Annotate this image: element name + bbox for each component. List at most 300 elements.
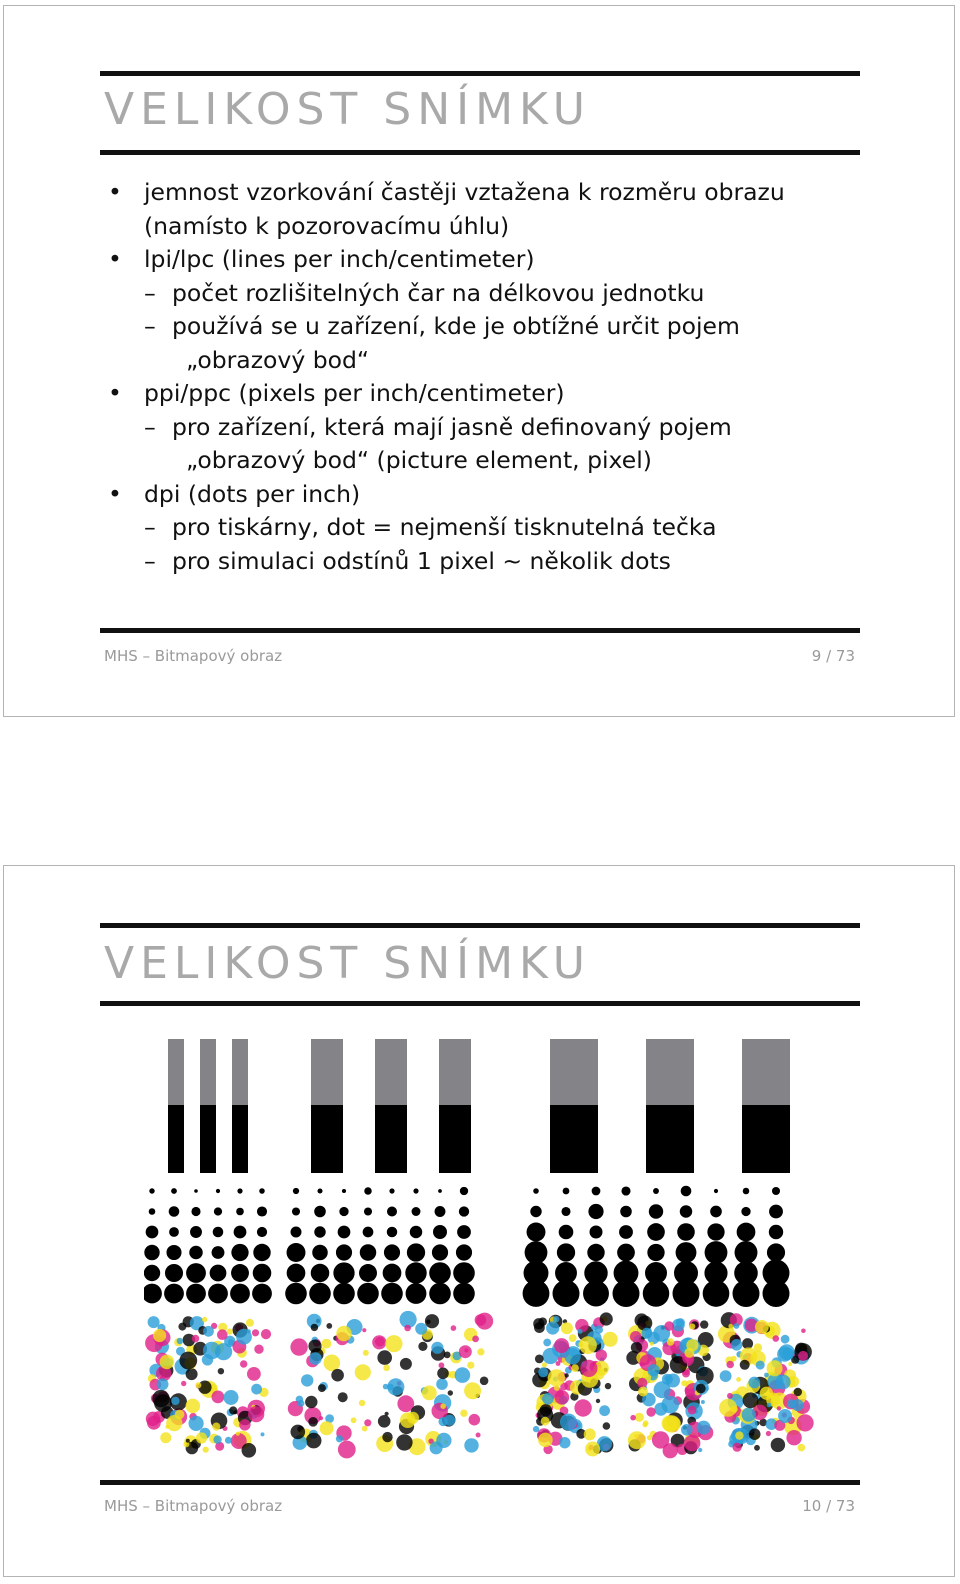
- sub-bullet-continuation: „obrazový bod“ (picture element, pixel): [186, 446, 652, 474]
- halftone-dot: [312, 1245, 328, 1261]
- page-number: 10 / 73: [802, 1497, 855, 1515]
- color-halftone-dot: [396, 1434, 412, 1450]
- halftone-dot: [619, 1225, 633, 1239]
- gray-bar-segment: [550, 1039, 598, 1105]
- gray-bar-segment: [375, 1039, 407, 1105]
- halftone-dot: [456, 1244, 472, 1260]
- halftone-dot: [583, 1281, 609, 1307]
- color-halftone-dot: [186, 1368, 198, 1380]
- halftone-dot: [259, 1188, 265, 1194]
- gray-bar-segment: [200, 1039, 216, 1105]
- halftone-dot: [166, 1245, 181, 1260]
- color-halftone-dot: [248, 1406, 264, 1422]
- halftone-dot: [680, 1205, 692, 1217]
- color-halftone-dot: [460, 1410, 467, 1417]
- color-halftone-dot: [684, 1348, 694, 1358]
- color-halftone-dot: [404, 1325, 411, 1332]
- color-halftone-dot: [666, 1374, 680, 1388]
- color-halftone-dot: [647, 1364, 659, 1376]
- halftone-dot: [169, 1206, 180, 1217]
- color-halftone-dot: [559, 1437, 570, 1448]
- color-halftone-dot: [630, 1331, 641, 1342]
- color-halftone-dot: [422, 1386, 437, 1401]
- halftone-dot: [186, 1263, 206, 1283]
- halftone-dot: [410, 1226, 423, 1239]
- color-halftone-dot: [203, 1326, 214, 1337]
- color-halftone-dot: [320, 1421, 334, 1435]
- halftone-dot: [533, 1188, 539, 1194]
- gray-bar-segment: [646, 1039, 694, 1105]
- color-halftone-dot: [154, 1394, 172, 1412]
- color-halftone-dot: [631, 1342, 642, 1353]
- color-halftone-dot: [561, 1322, 573, 1334]
- color-halftone-dot: [261, 1432, 265, 1436]
- color-halftone-dot: [309, 1352, 322, 1365]
- color-halftone-dot: [596, 1350, 607, 1361]
- halftone-dot: [735, 1241, 758, 1264]
- color-halftone-dot: [742, 1408, 756, 1422]
- slide-title: VELIKOST SNÍMKU: [104, 938, 591, 989]
- color-halftone-dot: [227, 1329, 233, 1335]
- color-halftone-dot: [383, 1365, 390, 1372]
- color-halftone-dot: [767, 1360, 783, 1376]
- halftone-dot: [231, 1264, 249, 1282]
- color-halftone-dot: [444, 1352, 451, 1359]
- color-halftone-dot: [189, 1416, 204, 1431]
- halftone-dot: [741, 1207, 750, 1216]
- halftone-dot: [438, 1189, 442, 1193]
- halftone-dot: [407, 1243, 425, 1261]
- color-halftone-dot: [431, 1342, 443, 1354]
- gray-bar-segment: [439, 1039, 471, 1105]
- color-halftone-dot: [186, 1399, 201, 1414]
- footer-rule: [100, 1480, 860, 1485]
- color-halftone-dot: [788, 1362, 792, 1366]
- top-rule: [100, 923, 860, 928]
- color-halftone-dot: [195, 1382, 201, 1388]
- color-halftone-dot: [574, 1399, 591, 1416]
- halftone-dot: [677, 1223, 695, 1241]
- halftone-dot: [257, 1206, 267, 1216]
- color-halftone-dot: [179, 1352, 197, 1370]
- halftone-dot: [210, 1265, 227, 1282]
- color-halftone-dot: [635, 1413, 644, 1422]
- color-halftone-dot: [213, 1435, 221, 1443]
- halftone-dot: [214, 1207, 222, 1215]
- color-halftone-dot: [664, 1321, 674, 1331]
- color-halftone-dot: [472, 1336, 479, 1343]
- color-halftone-dot: [735, 1431, 743, 1439]
- color-halftone-dot: [555, 1390, 570, 1405]
- halftone-dot: [252, 1284, 272, 1304]
- halftone-dot: [703, 1280, 730, 1307]
- color-halftone-dot: [324, 1355, 341, 1372]
- halftone-dot: [405, 1262, 426, 1283]
- color-halftone-dot: [147, 1416, 161, 1430]
- sub-bullet-item: – pro tiskárny, dot = nejmenší tisknutelná tečka: [104, 511, 864, 545]
- color-halftone-dot: [755, 1320, 769, 1334]
- color-halftone-dot: [372, 1335, 386, 1349]
- color-halftone-dot: [731, 1406, 738, 1413]
- halftone-dot: [559, 1225, 574, 1240]
- halftone-dot: [213, 1227, 224, 1238]
- gray-bar-segment: [311, 1039, 343, 1105]
- color-halftone-dot: [418, 1342, 427, 1351]
- color-halftone-dot: [698, 1448, 702, 1452]
- black-bar-segment: [550, 1105, 598, 1173]
- halftone-dot: [459, 1206, 469, 1216]
- halftone-dot: [257, 1227, 267, 1237]
- color-halftone-dot: [322, 1339, 332, 1349]
- color-halftone-dot: [385, 1412, 389, 1416]
- halftone-dot: [733, 1280, 760, 1307]
- color-halftone-dot: [186, 1439, 190, 1443]
- color-halftone-dot: [291, 1425, 306, 1440]
- halftone-dot: [647, 1244, 664, 1261]
- color-halftone-dot: [700, 1320, 708, 1328]
- color-halftone-dot: [564, 1373, 568, 1377]
- color-halftone-dot: [153, 1329, 166, 1342]
- color-halftone-dot: [459, 1345, 472, 1358]
- color-halftone-dot: [306, 1433, 322, 1449]
- halftone-dot: [681, 1186, 692, 1197]
- color-halftone-dot: [385, 1335, 402, 1352]
- black-bar-segment: [375, 1105, 407, 1173]
- color-halftone-dot: [776, 1375, 791, 1390]
- halftone-dot: [253, 1264, 272, 1283]
- color-halftone-dot: [436, 1378, 448, 1390]
- color-halftone-dot: [171, 1397, 179, 1405]
- color-halftone-dot: [464, 1382, 481, 1399]
- color-halftone-dot: [252, 1329, 259, 1336]
- color-halftone-dot: [605, 1383, 611, 1389]
- color-halftone-dot: [448, 1390, 453, 1395]
- color-halftone-dot: [246, 1319, 254, 1327]
- color-halftone-dot: [697, 1421, 711, 1435]
- footer-title: MHS – Bitmapový obraz: [104, 647, 283, 665]
- gray-bar-segment: [742, 1039, 790, 1105]
- color-halftone-dot: [667, 1338, 674, 1345]
- color-halftone-dot: [233, 1410, 237, 1414]
- color-halftone-dot: [451, 1325, 457, 1331]
- halftone-dot: [357, 1283, 379, 1305]
- color-halftone-dot: [290, 1338, 307, 1355]
- halftone-dot: [432, 1244, 448, 1260]
- color-halftone-dot: [797, 1414, 814, 1431]
- halftone-dot: [149, 1208, 156, 1215]
- halftone-dot: [387, 1206, 397, 1216]
- halftone-dot: [364, 1207, 372, 1215]
- color-halftone-dot: [731, 1356, 737, 1362]
- color-halftone-dot: [242, 1443, 257, 1458]
- black-bar-segment: [311, 1105, 343, 1173]
- color-halftone-dot: [740, 1360, 750, 1370]
- halftone-dot: [253, 1244, 270, 1261]
- halftone-dot: [291, 1227, 302, 1238]
- halftone-dot: [653, 1188, 659, 1194]
- color-halftone-dot: [760, 1387, 773, 1400]
- color-halftone-dot: [792, 1399, 804, 1411]
- color-halftone-dot: [569, 1334, 577, 1342]
- black-bar-segment: [646, 1105, 694, 1173]
- halftone-dot: [191, 1207, 200, 1216]
- halftone-dot: [387, 1227, 398, 1238]
- halftone-resolution-figure: [144, 1031, 824, 1461]
- halftone-dot: [649, 1204, 663, 1218]
- color-halftone-dot: [778, 1409, 792, 1423]
- halftone-dot: [314, 1226, 325, 1237]
- color-halftone-dot: [538, 1433, 553, 1448]
- gray-bar-segment: [168, 1039, 184, 1105]
- color-halftone-dot: [425, 1314, 439, 1328]
- color-halftone-dot: [773, 1335, 780, 1342]
- halftone-dot: [149, 1188, 154, 1193]
- sub-bullet-item: – pro zařízení, která mají jasně definovaný pojem: [104, 411, 864, 445]
- color-halftone-dot: [196, 1432, 207, 1443]
- halftone-dot: [707, 1223, 724, 1240]
- color-halftone-dot: [336, 1435, 343, 1442]
- halftone-dot: [311, 1264, 330, 1283]
- color-halftone-dot: [749, 1428, 761, 1440]
- color-halftone-dot: [542, 1362, 547, 1367]
- color-halftone-dot: [542, 1393, 554, 1405]
- color-halftone-dot: [363, 1350, 369, 1356]
- color-halftone-dot: [362, 1328, 366, 1332]
- halftone-dot: [525, 1241, 548, 1264]
- bullet-list: [104, 176, 864, 578]
- color-halftone-dot: [766, 1431, 771, 1436]
- bullet-item: • lpi/lpc (lines per inch/centimeter): [104, 243, 864, 277]
- color-halftone-dot: [240, 1360, 247, 1367]
- halftone-dot: [643, 1280, 669, 1306]
- color-halftone-dot: [798, 1444, 806, 1452]
- color-halftone-dot: [628, 1431, 646, 1449]
- title-underline: [100, 1001, 860, 1006]
- color-halftone-dot: [261, 1329, 271, 1339]
- halftone-dot: [164, 1284, 184, 1304]
- color-halftone-dot: [771, 1438, 785, 1452]
- color-halftone-dot: [308, 1417, 318, 1427]
- halftone-dot: [165, 1264, 183, 1282]
- color-halftone-dot: [676, 1318, 685, 1327]
- halftone-dot: [144, 1284, 162, 1304]
- color-halftone-dot: [595, 1326, 603, 1334]
- color-halftone-dot: [407, 1412, 419, 1424]
- color-halftone-dot: [643, 1422, 648, 1427]
- black-bar-segment: [742, 1105, 790, 1173]
- top-rule: [100, 71, 860, 76]
- halftone-dot: [333, 1283, 355, 1305]
- color-halftone-dot: [684, 1435, 700, 1451]
- halftone-dot: [453, 1262, 475, 1284]
- color-halftone-dot: [305, 1396, 317, 1408]
- halftone-dot: [317, 1188, 322, 1193]
- color-halftone-dot: [148, 1316, 160, 1328]
- color-halftone-dot: [782, 1348, 794, 1360]
- color-halftone-dot: [535, 1355, 544, 1364]
- color-halftone-dot: [603, 1422, 611, 1430]
- bullet-item: • dpi (dots per inch): [104, 478, 864, 512]
- color-halftone-dot: [464, 1438, 478, 1452]
- color-halftone-dot: [439, 1417, 448, 1426]
- color-halftone-dot: [298, 1400, 305, 1407]
- halftone-dot: [287, 1264, 306, 1283]
- color-halftone-dot: [546, 1321, 559, 1334]
- color-halftone-dot: [254, 1345, 263, 1354]
- halftone-dot: [364, 1187, 371, 1194]
- sub-bullet-item: – používá se u zařízení, kde je obtížné určit pojem: [104, 310, 864, 344]
- color-halftone-dot: [160, 1355, 175, 1370]
- color-halftone-dot: [225, 1437, 232, 1444]
- color-halftone-dot: [720, 1370, 732, 1382]
- halftone-dot: [429, 1262, 451, 1284]
- color-halftone-dot: [331, 1369, 344, 1382]
- color-halftone-dot: [726, 1361, 734, 1369]
- halftone-dot: [743, 1188, 750, 1195]
- color-halftone-dot: [798, 1351, 808, 1361]
- color-halftone-dot: [538, 1367, 548, 1377]
- halftone-dot: [383, 1264, 402, 1283]
- color-halftone-dot: [650, 1342, 654, 1346]
- color-halftone-dot: [166, 1415, 182, 1431]
- color-halftone-dot: [236, 1432, 240, 1436]
- color-halftone-dot: [688, 1406, 697, 1415]
- color-halftone-dot: [696, 1384, 706, 1394]
- color-halftone-dot: [727, 1393, 733, 1399]
- bullet-item: • jemnost vzorkování častěji vztažena k rozměru obrazu: [104, 176, 864, 210]
- color-halftone-dot: [556, 1361, 561, 1366]
- halftone-dot: [737, 1223, 756, 1242]
- halftone-dot: [359, 1264, 377, 1282]
- color-halftone-dot: [178, 1323, 186, 1331]
- halftone-dot: [186, 1284, 206, 1304]
- color-halftone-dot: [236, 1329, 252, 1345]
- color-halftone-dot: [701, 1400, 705, 1404]
- color-halftone-dot: [165, 1425, 169, 1429]
- color-halftone-dot: [160, 1432, 171, 1443]
- halftone-dot: [621, 1186, 630, 1195]
- color-halftone-dot: [477, 1348, 484, 1355]
- color-halftone-dot: [642, 1328, 653, 1339]
- color-halftone-dot: [467, 1362, 474, 1369]
- color-halftone-dot: [157, 1378, 169, 1390]
- color-halftone-dot: [301, 1374, 313, 1386]
- color-halftone-dot: [318, 1384, 326, 1392]
- color-halftone-dot: [311, 1324, 318, 1331]
- color-halftone-dot: [364, 1419, 371, 1426]
- color-halftone-dot: [480, 1377, 489, 1386]
- halftone-dot: [237, 1188, 242, 1193]
- color-halftone-dot: [326, 1323, 332, 1329]
- halftone-dot: [412, 1207, 421, 1216]
- color-halftone-dot: [215, 1343, 232, 1360]
- color-halftone-dot: [351, 1417, 357, 1423]
- halftone-dot: [557, 1243, 575, 1261]
- color-halftone-dot: [543, 1339, 551, 1347]
- color-halftone-dot: [181, 1381, 186, 1386]
- color-halftone-dot: [251, 1384, 262, 1395]
- halftone-dot: [553, 1280, 580, 1307]
- color-halftone-dot: [754, 1343, 762, 1351]
- color-halftone-dot: [689, 1323, 695, 1329]
- color-halftone-dot: [580, 1360, 597, 1377]
- color-halftone-dot: [362, 1426, 368, 1432]
- color-halftone-dot: [734, 1323, 740, 1329]
- color-halftone-dot: [415, 1323, 427, 1335]
- color-halftone-dot: [638, 1387, 648, 1397]
- color-halftone-dot: [733, 1443, 742, 1452]
- color-halftone-dot: [212, 1391, 225, 1404]
- halftone-dot: [590, 1226, 603, 1239]
- color-halftone-dot: [217, 1329, 228, 1340]
- bullet-item: • ppi/ppc (pixels per inch/centimeter): [104, 377, 864, 411]
- halftone-dot: [676, 1242, 697, 1263]
- halftone-dot: [767, 1243, 785, 1261]
- color-halftone-dot: [239, 1419, 250, 1430]
- halftone-dot: [230, 1284, 250, 1304]
- color-halftone-dot: [430, 1441, 443, 1454]
- color-halftone-dot: [579, 1336, 597, 1354]
- sub-bullet-item: – pro simulaci odstínů 1 pixel ~ několik dots: [104, 545, 864, 579]
- halftone-dot: [144, 1265, 160, 1281]
- halftone-dot: [171, 1188, 177, 1194]
- halftone-dot: [287, 1243, 306, 1262]
- halftone-dot: [457, 1225, 471, 1239]
- halftone-dot: [561, 1207, 570, 1216]
- color-halftone-dot: [553, 1316, 559, 1322]
- black-bar-segment: [168, 1105, 184, 1173]
- slide-title: VELIKOST SNÍMKU: [104, 84, 591, 135]
- footer-title: MHS – Bitmapový obraz: [104, 1497, 283, 1515]
- color-halftone-dot: [652, 1431, 669, 1448]
- color-halftone-dot: [476, 1433, 481, 1438]
- color-halftone-dot: [382, 1432, 392, 1442]
- page-number: 9 / 73: [811, 647, 855, 665]
- halftone-dot: [705, 1241, 728, 1264]
- halftone-dot: [169, 1227, 179, 1237]
- color-halftone-dot: [560, 1414, 577, 1431]
- halftone-dot: [406, 1283, 427, 1304]
- halftone-dot: [613, 1280, 640, 1307]
- halftone-dot: [285, 1283, 307, 1305]
- black-bar-segment: [232, 1105, 248, 1173]
- halftone-dot: [523, 1280, 550, 1307]
- color-halftone-dot: [801, 1329, 806, 1334]
- halftone-dot: [363, 1227, 374, 1238]
- color-halftone-dot: [338, 1441, 356, 1459]
- halftone-dot: [236, 1208, 244, 1216]
- color-halftone-dot: [212, 1423, 220, 1431]
- halftone-dot: [710, 1206, 722, 1218]
- color-halftone-dot: [203, 1447, 209, 1453]
- halftone-dot: [338, 1226, 351, 1239]
- halftone-dot: [314, 1206, 326, 1218]
- color-halftone-dot: [630, 1415, 636, 1421]
- color-halftone-dot: [681, 1424, 693, 1436]
- halftone-dot: [617, 1244, 635, 1262]
- color-halftone-dot: [439, 1362, 445, 1368]
- color-halftone-dot: [603, 1332, 618, 1347]
- color-halftone-dot: [548, 1369, 565, 1386]
- halftone-dot: [293, 1188, 299, 1194]
- color-halftone-dot: [336, 1326, 351, 1341]
- halftone-dot: [389, 1188, 394, 1193]
- halftone-dot: [433, 1225, 447, 1239]
- color-halftone-dot: [764, 1373, 769, 1378]
- color-halftone-dot: [756, 1361, 765, 1370]
- color-halftone-dot: [600, 1312, 613, 1325]
- halftone-dot: [673, 1280, 700, 1307]
